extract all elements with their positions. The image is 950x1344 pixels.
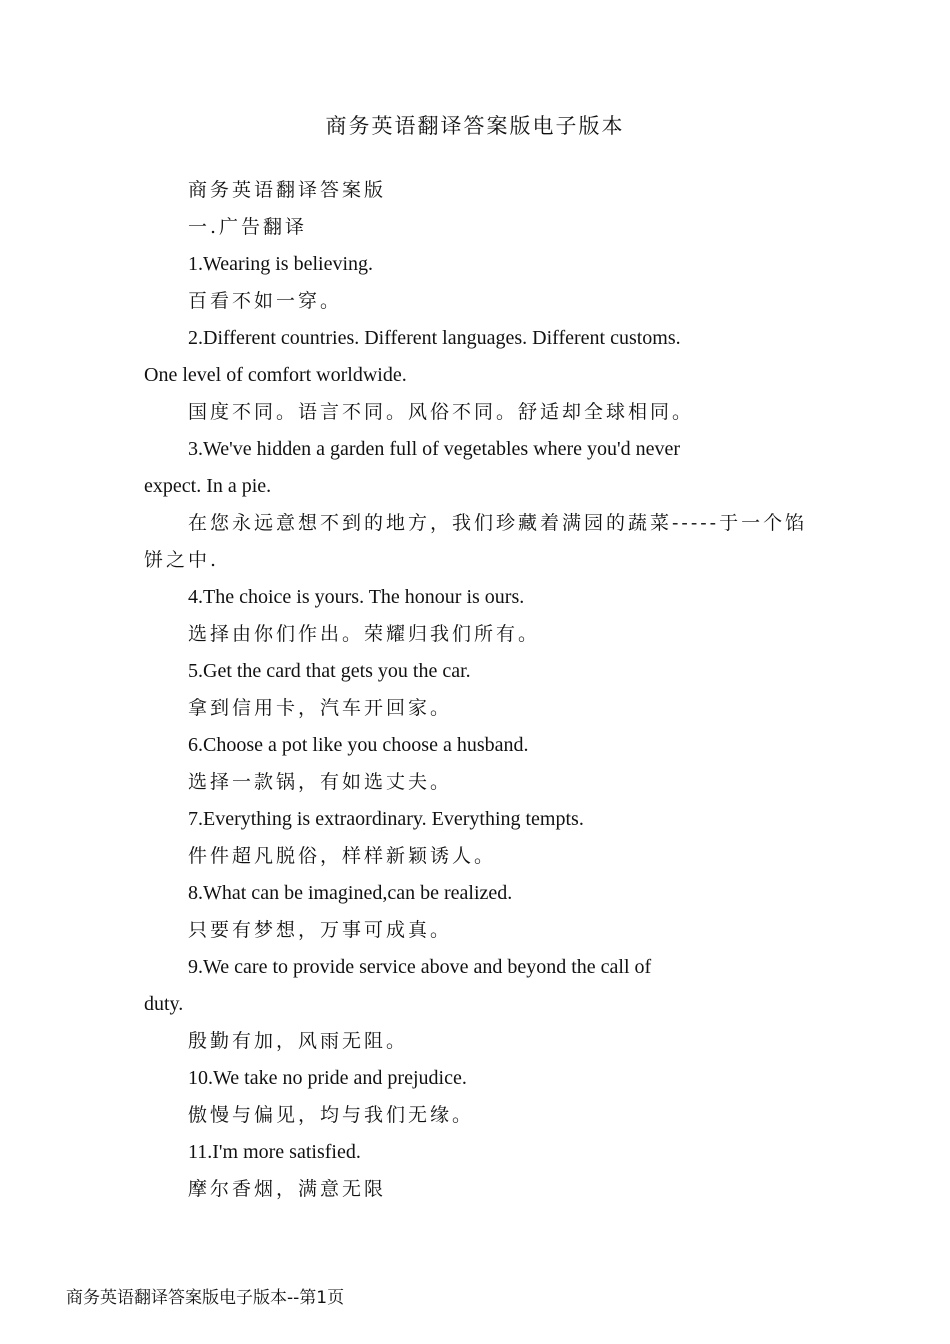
body-line: One level of comfort worldwide. bbox=[144, 364, 407, 386]
body-line: 10.We take no pride and prejudice. bbox=[188, 1067, 467, 1089]
body-line: 在您永远意想不到的地方，我们珍藏着满园的蔬菜-----于一个馅 bbox=[188, 512, 808, 534]
body-line: 4.The choice is yours. The honour is ours. bbox=[188, 586, 525, 608]
body-line: 百看不如一穿。 bbox=[188, 290, 343, 312]
document-body bbox=[144, 172, 814, 1208]
body-line: 饼之中. bbox=[144, 549, 220, 571]
body-line: 选择一款锅，有如选丈夫。 bbox=[188, 771, 453, 793]
page-footer: 商务英语翻译答案版电子版本--第1页 bbox=[66, 1288, 345, 1308]
body-line: 选择由你们作出。荣耀归我们所有。 bbox=[188, 623, 541, 645]
body-line: 商务英语翻译答案版 bbox=[188, 179, 387, 201]
body-line: 件件超凡脱俗，样样新颖诱人。 bbox=[188, 845, 497, 867]
body-line: 拿到信用卡，汽车开回家。 bbox=[188, 697, 453, 719]
body-line: 只要有梦想，万事可成真。 bbox=[188, 919, 453, 941]
body-line: 傲慢与偏见，均与我们无缘。 bbox=[188, 1104, 475, 1126]
body-line: 9.We care to provide service above and beyond the call of bbox=[188, 956, 652, 978]
body-line: expect. In a pie. bbox=[144, 475, 272, 497]
body-line: 8.What can be imagined,can be realized. bbox=[188, 882, 513, 904]
body-line: 3.We've hidden a garden full of vegetables where you'd never bbox=[188, 438, 681, 460]
body-line: 2.Different countries. Different languages. Different customs. bbox=[188, 327, 681, 349]
body-line: 殷勤有加，风雨无阻。 bbox=[188, 1030, 409, 1052]
body-line: 11.I'm more satisfied. bbox=[188, 1141, 361, 1163]
body-line: 一.广告翻译 bbox=[188, 216, 308, 238]
body-line: duty. bbox=[144, 993, 184, 1015]
body-line: 7.Everything is extraordinary. Everything tempts. bbox=[188, 808, 584, 830]
body-line: 国度不同。语言不同。风俗不同。舒适却全球相同。 bbox=[188, 401, 695, 423]
document-title: 商务英语翻译答案版电子版本 bbox=[325, 114, 625, 138]
body-line: 5.Get the card that gets you the car. bbox=[188, 660, 471, 682]
body-line: 1.Wearing is believing. bbox=[188, 253, 374, 275]
body-line: 摩尔香烟，满意无限 bbox=[188, 1178, 387, 1200]
body-line: 6.Choose a pot like you choose a husband. bbox=[188, 734, 529, 756]
